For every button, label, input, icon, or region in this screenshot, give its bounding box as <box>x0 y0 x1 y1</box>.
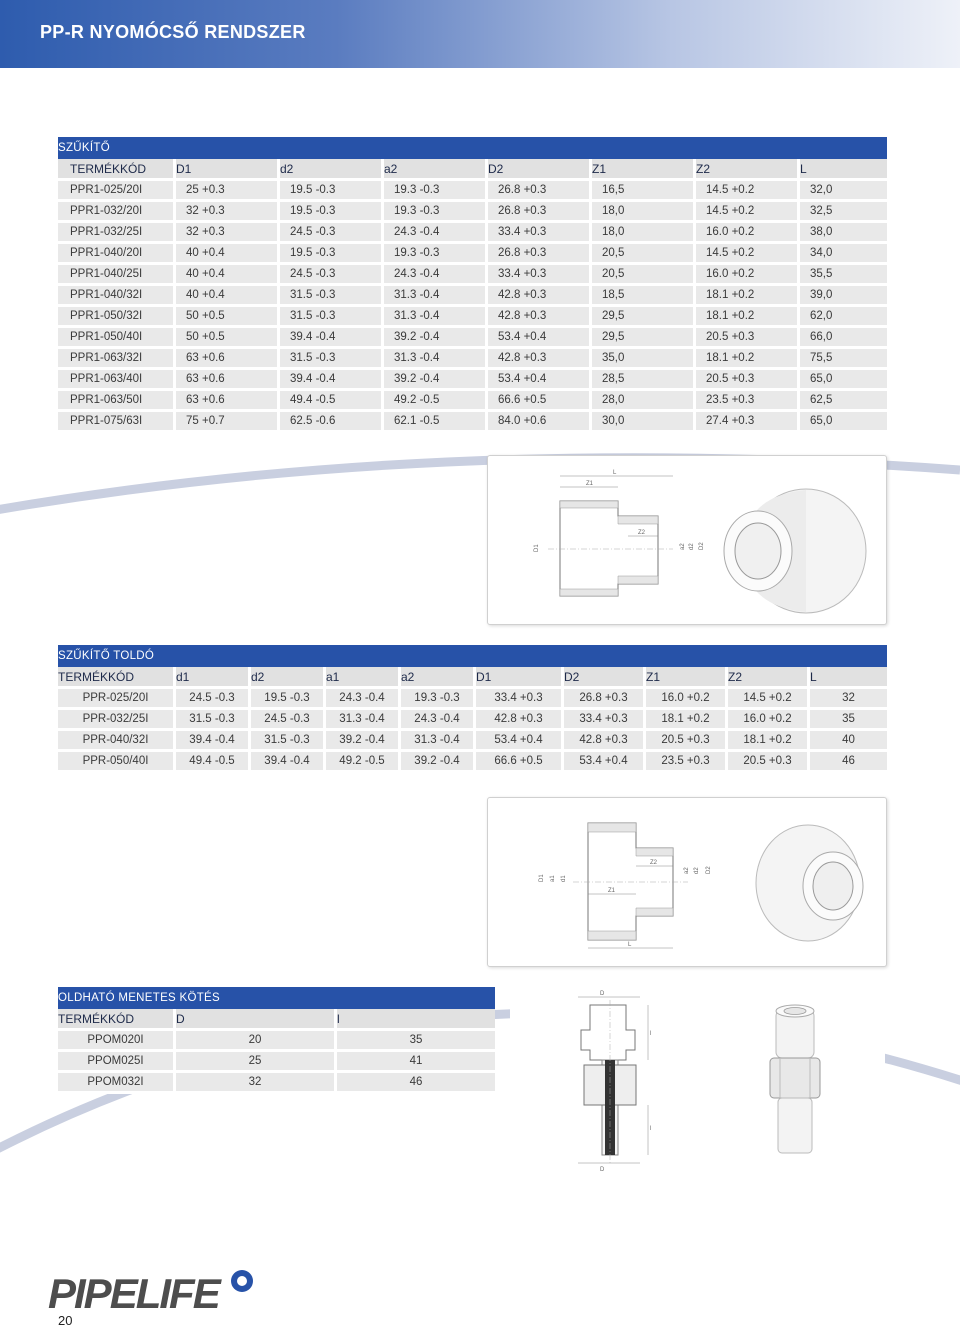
table-cell: 39.4 -0.4 <box>277 370 381 391</box>
table-cell: 53.4 +0.4 <box>485 370 589 391</box>
table-row <box>58 286 887 307</box>
table-cell: 29,5 <box>589 328 693 349</box>
table-cell: 63 +0.6 <box>173 349 277 370</box>
table-cell: 42.8 +0.3 <box>473 710 561 731</box>
table-cell: 39,0 <box>797 286 887 307</box>
dimension-label: L <box>613 470 617 476</box>
table-row <box>58 1073 495 1094</box>
table-cell: 31.3 -0.4 <box>381 349 485 370</box>
header-bar <box>0 0 960 68</box>
table-cell: 16.0 +0.2 <box>643 689 725 710</box>
column-header: Z1 <box>589 159 693 181</box>
reducer-extension-drawing-svg <box>488 798 888 968</box>
table-row <box>58 265 887 286</box>
table-cell: 84.0 +0.6 <box>485 412 589 433</box>
table-cell: 19.5 -0.3 <box>277 202 381 223</box>
table-cell: 50 +0.5 <box>173 328 277 349</box>
column-header: Z2 <box>693 159 797 181</box>
table-cell: 18.1 +0.2 <box>693 286 797 307</box>
table-cell: 65,0 <box>797 412 887 433</box>
product-code-cell: PPR1-040/32I <box>58 286 173 307</box>
table-cell: 28,5 <box>589 370 693 391</box>
table-cell: 31.3 -0.4 <box>398 731 473 752</box>
table-cell: 32,5 <box>797 202 887 223</box>
reducer-extension-technical-drawing <box>487 797 887 967</box>
table-cell: 66,0 <box>797 328 887 349</box>
column-header: d2 <box>248 667 323 689</box>
table-cell: 41 <box>334 1052 495 1073</box>
table-cell: 75,5 <box>797 349 887 370</box>
table-cell: 14.5 +0.2 <box>693 244 797 265</box>
table-cell: 42.8 +0.3 <box>485 286 589 307</box>
table-header-row <box>58 159 887 181</box>
table-cell: 18,0 <box>589 202 693 223</box>
table-cell: 66.6 +0.5 <box>473 752 561 773</box>
table-cell: 24.5 -0.3 <box>277 265 381 286</box>
product-code-cell: PPR1-063/32I <box>58 349 173 370</box>
table-row <box>58 244 887 265</box>
table-cell: 26.8 +0.3 <box>561 689 643 710</box>
table-row <box>58 1052 495 1073</box>
table-cell: 35 <box>807 710 887 731</box>
column-header: a2 <box>398 667 473 689</box>
table-row <box>58 181 887 202</box>
table-cell: 19.3 -0.3 <box>381 181 485 202</box>
dimension-label: l <box>650 1031 652 1037</box>
product-code-cell: PPOM020I <box>58 1031 173 1052</box>
table-cell: 42.8 +0.3 <box>561 731 643 752</box>
column-header: D1 <box>173 159 277 181</box>
table-cell: 24.5 -0.3 <box>248 710 323 731</box>
table-cell: 19.3 -0.3 <box>381 202 485 223</box>
product-code-cell: PPR-025/20I <box>58 689 173 710</box>
table-cell: 33.4 +0.3 <box>473 689 561 710</box>
table-cell: 40 +0.4 <box>173 286 277 307</box>
table-cell: 20.5 +0.3 <box>643 731 725 752</box>
table-cell: 16.0 +0.2 <box>693 265 797 286</box>
table-cell: 19.5 -0.3 <box>277 181 381 202</box>
column-header: TERMÉKKÓD <box>58 159 173 181</box>
page-title: PP-R NYOMÓCSŐ RENDSZER <box>40 22 306 42</box>
table-cell: 49.4 -0.5 <box>277 391 381 412</box>
table-cell: 14.5 +0.2 <box>693 181 797 202</box>
column-header: l <box>334 1009 495 1031</box>
table-cell: 19.5 -0.3 <box>248 689 323 710</box>
table-cell: 39.4 -0.4 <box>277 328 381 349</box>
product-code-cell: PPR1-075/63I <box>58 412 173 433</box>
column-header: D2 <box>485 159 589 181</box>
table-cell: 53.4 +0.4 <box>473 731 561 752</box>
column-header: d1 <box>173 667 248 689</box>
table-cell: 49.2 -0.5 <box>381 391 485 412</box>
table-cell: 62.1 -0.5 <box>381 412 485 433</box>
table-cell: 28,0 <box>589 391 693 412</box>
table-cell: 33.4 +0.3 <box>561 710 643 731</box>
table-cell: 49.2 -0.5 <box>323 752 398 773</box>
column-header: D2 <box>561 667 643 689</box>
threaded-union-drawing-svg <box>510 975 885 1175</box>
table-cell: 42.8 +0.3 <box>485 349 589 370</box>
dimension-label: D2 <box>706 866 712 874</box>
reducer-table <box>58 137 887 433</box>
table-cell: 16,5 <box>589 181 693 202</box>
product-code-cell: PPR1-032/25I <box>58 223 173 244</box>
table-cell: 46 <box>807 752 887 773</box>
reducer-technical-drawing <box>487 455 887 625</box>
table-cell: 32 <box>173 1073 334 1094</box>
dimension-label: a1 <box>550 875 556 882</box>
dimension-label: Z2 <box>650 860 658 866</box>
table-cell: 26.8 +0.3 <box>485 181 589 202</box>
table-cell: 38,0 <box>797 223 887 244</box>
dimension-label: d2 <box>694 867 700 874</box>
table-row <box>58 710 887 731</box>
table-cell: 62.5 -0.6 <box>277 412 381 433</box>
column-header: a2 <box>381 159 485 181</box>
dimension-label: l <box>650 1126 652 1132</box>
table-cell: 23.5 +0.3 <box>643 752 725 773</box>
dimension-label: D1 <box>539 874 545 882</box>
table-cell: 16.0 +0.2 <box>725 710 807 731</box>
table-cell: 49.4 -0.5 <box>173 752 248 773</box>
table-cell: 19.5 -0.3 <box>277 244 381 265</box>
table-cell: 24.5 -0.3 <box>277 223 381 244</box>
table-cell: 20,5 <box>589 265 693 286</box>
table-cell: 33.4 +0.3 <box>485 223 589 244</box>
table-cell: 39.4 -0.4 <box>173 731 248 752</box>
product-code-cell: PPR-032/25I <box>58 710 173 731</box>
table-row <box>58 307 887 328</box>
table-header-row <box>58 667 887 689</box>
table-cell: 25 +0.3 <box>173 181 277 202</box>
table-caption: SZŰKÍTŐ <box>58 137 887 159</box>
table-cell: 18.1 +0.2 <box>643 710 725 731</box>
table-cell: 31.5 -0.3 <box>248 731 323 752</box>
table-cell: 53.4 +0.4 <box>485 328 589 349</box>
product-code-cell: PPR1-040/20I <box>58 244 173 265</box>
table-row <box>58 689 887 710</box>
table-cell: 20.5 +0.3 <box>693 328 797 349</box>
table-cell: 19.3 -0.3 <box>398 689 473 710</box>
table-cell: 39.2 -0.4 <box>381 370 485 391</box>
reducer-extension-table <box>58 645 887 773</box>
table-cell: 32 <box>807 689 887 710</box>
table-row <box>58 223 887 244</box>
table-caption: SZŰKÍTŐ TOLDÓ <box>58 645 887 667</box>
table-cell: 31.3 -0.4 <box>381 307 485 328</box>
product-code-cell: PPR1-025/20I <box>58 181 173 202</box>
table-cell: 40 +0.4 <box>173 244 277 265</box>
table-header-row <box>58 1009 495 1031</box>
column-header: a1 <box>323 667 398 689</box>
table-cell: 39.4 -0.4 <box>248 752 323 773</box>
table-cell: 35,0 <box>589 349 693 370</box>
table-cell: 39.2 -0.4 <box>398 752 473 773</box>
dimension-label: a2 <box>684 867 690 874</box>
table-row <box>58 202 887 223</box>
table-row <box>58 328 887 349</box>
table-cell: 53.4 +0.4 <box>561 752 643 773</box>
table-cell: 18.1 +0.2 <box>693 349 797 370</box>
table-cell: 32,0 <box>797 181 887 202</box>
dimension-label: L <box>628 942 632 948</box>
table-row <box>58 412 887 433</box>
table-row <box>58 391 887 412</box>
table-cell: 20 <box>173 1031 334 1052</box>
table-cell: 19.3 -0.3 <box>381 244 485 265</box>
product-code-cell: PPOM025I <box>58 1052 173 1073</box>
product-code-cell: PPR1-050/40I <box>58 328 173 349</box>
dimension-label: D2 <box>699 542 705 550</box>
table-cell: 63 +0.6 <box>173 370 277 391</box>
product-code-cell: PPR1-063/40I <box>58 370 173 391</box>
table-cell: 62,0 <box>797 307 887 328</box>
table-cell: 24.3 -0.4 <box>381 265 485 286</box>
table-cell: 26.8 +0.3 <box>485 244 589 265</box>
column-header: TERMÉKKÓD <box>58 667 173 689</box>
pipelife-logo <box>46 1262 256 1314</box>
column-header: D1 <box>473 667 561 689</box>
table-cell: 31.5 -0.3 <box>173 710 248 731</box>
table-cell: 50 +0.5 <box>173 307 277 328</box>
table-cell: 20,5 <box>589 244 693 265</box>
table-cell: 20.5 +0.3 <box>725 752 807 773</box>
dimension-label: D <box>600 1167 605 1173</box>
product-code-cell: PPR1-032/20I <box>58 202 173 223</box>
table-cell: 40 <box>807 731 887 752</box>
table-cell: 30,0 <box>589 412 693 433</box>
table-cell: 18,5 <box>589 286 693 307</box>
product-code-cell: PPR-050/40I <box>58 752 173 773</box>
logo-text: PIPELIFE <box>48 1270 219 1314</box>
table-row <box>58 1031 495 1052</box>
table-cell: 18,0 <box>589 223 693 244</box>
table-row <box>58 752 887 773</box>
table-cell: 46 <box>334 1073 495 1094</box>
dimension-label: D <box>600 991 605 997</box>
table-cell: 75 +0.7 <box>173 412 277 433</box>
table-cell: 24.3 -0.4 <box>398 710 473 731</box>
table-cell: 35,5 <box>797 265 887 286</box>
dimension-label: d1 <box>561 875 567 882</box>
dimension-label: Z2 <box>638 530 646 536</box>
table-cell: 26.8 +0.3 <box>485 202 589 223</box>
table-cell: 14.5 +0.2 <box>693 202 797 223</box>
column-header: D <box>173 1009 334 1031</box>
dimension-label: d2 <box>689 543 695 550</box>
table-cell: 18.1 +0.2 <box>725 731 807 752</box>
table-cell: 40 +0.4 <box>173 265 277 286</box>
table-cell: 63 +0.6 <box>173 391 277 412</box>
table-cell: 18.1 +0.2 <box>693 307 797 328</box>
table-cell: 31.3 -0.4 <box>381 286 485 307</box>
product-code-cell: PPR-040/32I <box>58 731 173 752</box>
dimension-label: a2 <box>680 543 686 550</box>
product-code-cell: PPOM032I <box>58 1073 173 1094</box>
table-cell: 31.5 -0.3 <box>277 286 381 307</box>
table-cell: 14.5 +0.2 <box>725 689 807 710</box>
table-cell: 33.4 +0.3 <box>485 265 589 286</box>
dimension-label: Z1 <box>608 888 616 894</box>
table-cell: 29,5 <box>589 307 693 328</box>
table-row <box>58 731 887 752</box>
column-header: L <box>807 667 887 689</box>
table-cell: 66.6 +0.5 <box>485 391 589 412</box>
product-code-cell: PPR1-050/32I <box>58 307 173 328</box>
table-cell: 24.5 -0.3 <box>173 689 248 710</box>
table-cell: 31.3 -0.4 <box>323 710 398 731</box>
table-cell: 24.3 -0.4 <box>323 689 398 710</box>
table-cell: 42.8 +0.3 <box>485 307 589 328</box>
threaded-union-technical-drawing <box>510 975 885 1175</box>
reducer-drawing-svg <box>488 456 888 626</box>
table-cell: 31.5 -0.3 <box>277 307 381 328</box>
table-caption: OLDHATÓ MENETES KÖTÉS <box>58 987 495 1009</box>
table-cell: 35 <box>334 1031 495 1052</box>
table-cell: 32 +0.3 <box>173 202 277 223</box>
threaded-union-table <box>58 987 495 1094</box>
column-header: L <box>797 159 887 181</box>
product-code-cell: PPR1-040/25I <box>58 265 173 286</box>
table-cell: 34,0 <box>797 244 887 265</box>
table-row <box>58 370 887 391</box>
table-cell: 23.5 +0.3 <box>693 391 797 412</box>
column-header: Z2 <box>725 667 807 689</box>
column-header: TERMÉKKÓD <box>58 1009 173 1031</box>
table-cell: 32 +0.3 <box>173 223 277 244</box>
page-number: 20 <box>58 1313 73 1328</box>
table-cell: 65,0 <box>797 370 887 391</box>
table-cell: 62,5 <box>797 391 887 412</box>
table-cell: 27.4 +0.3 <box>693 412 797 433</box>
dimension-label: D1 <box>534 544 540 552</box>
table-cell: 20.5 +0.3 <box>693 370 797 391</box>
table-cell: 31.5 -0.3 <box>277 349 381 370</box>
product-code-cell: PPR1-063/50I <box>58 391 173 412</box>
table-cell: 39.2 -0.4 <box>323 731 398 752</box>
table-cell: 25 <box>173 1052 334 1073</box>
dimension-label: Z1 <box>586 481 594 487</box>
table-cell: 16.0 +0.2 <box>693 223 797 244</box>
table-row <box>58 349 887 370</box>
table-cell: 24.3 -0.4 <box>381 223 485 244</box>
column-header: Z1 <box>643 667 725 689</box>
table-cell: 39.2 -0.4 <box>381 328 485 349</box>
column-header: d2 <box>277 159 381 181</box>
